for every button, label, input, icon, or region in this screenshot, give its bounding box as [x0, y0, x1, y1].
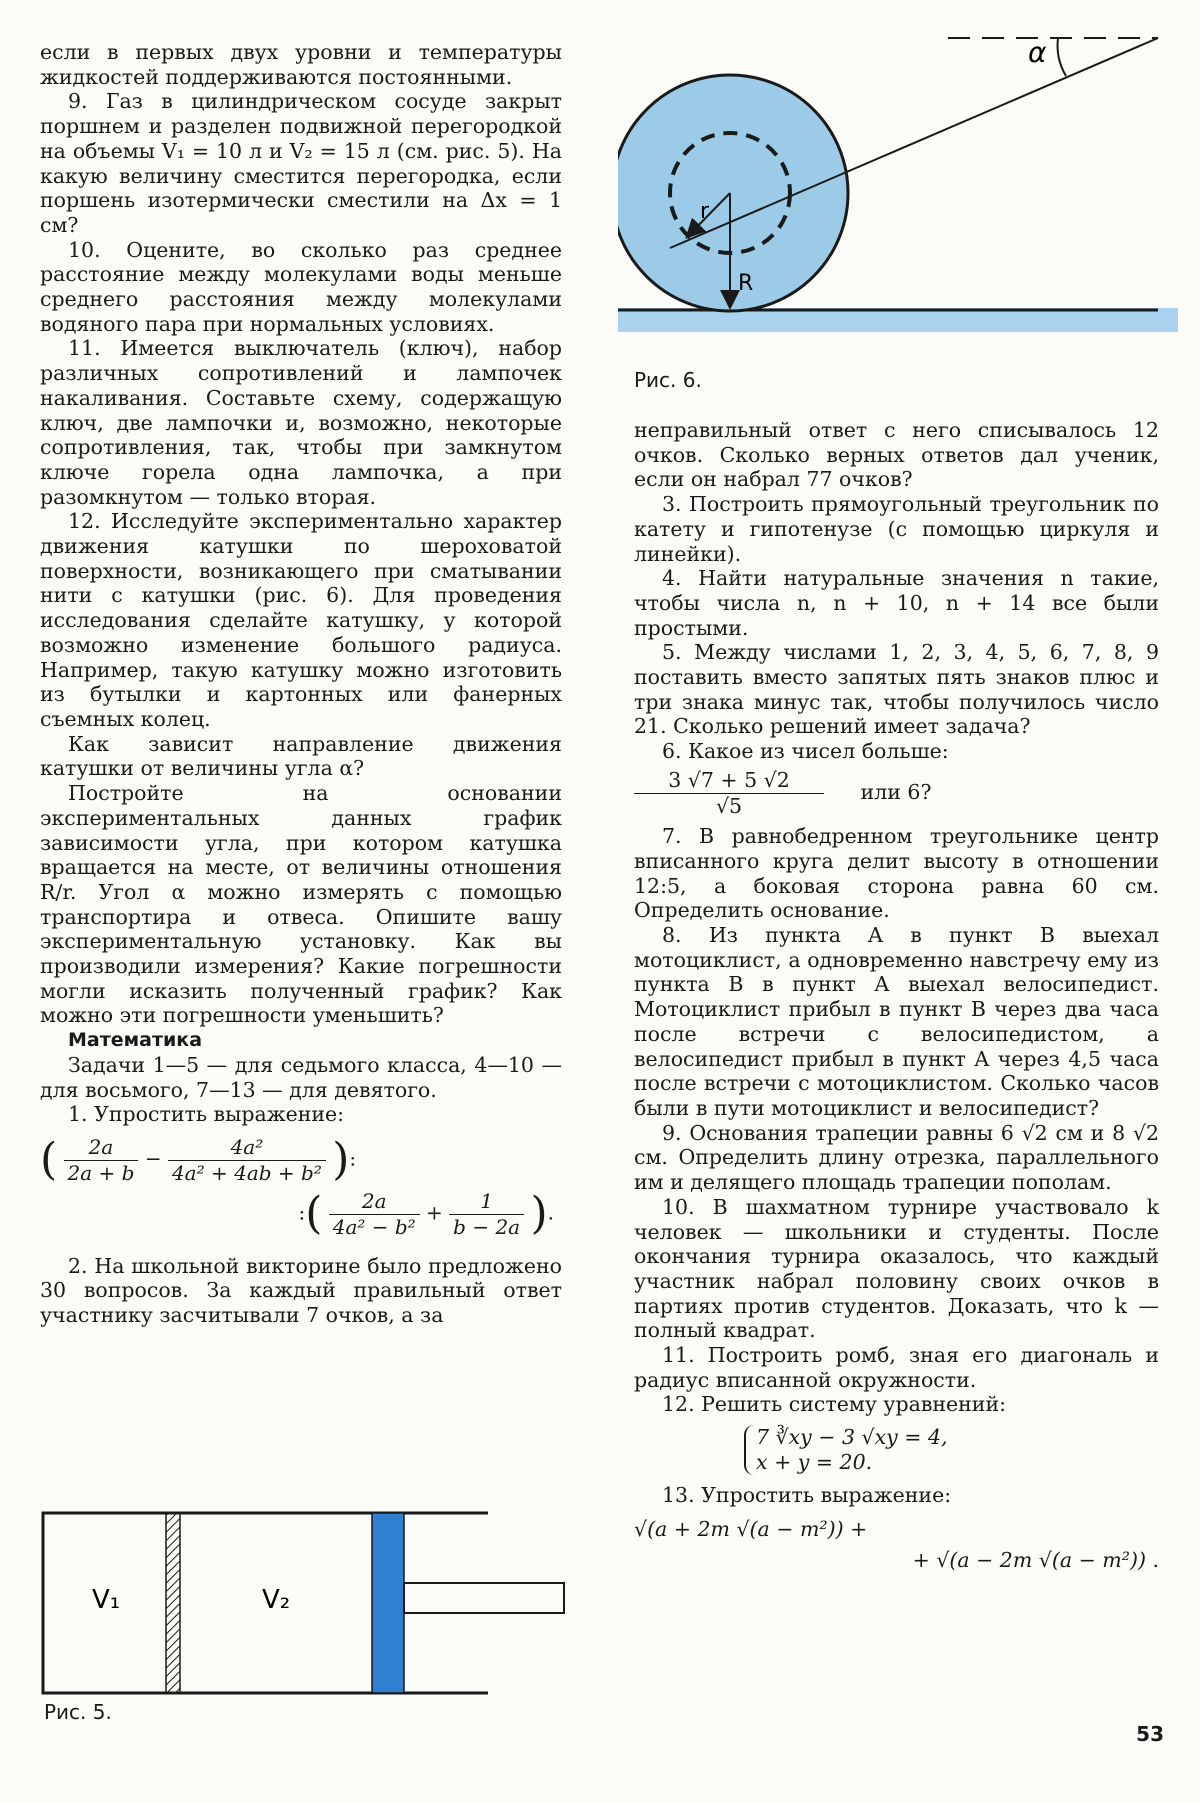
problem-9: 9. Газ в цилиндрическом сосуде закрыт поршнем и разделен подвижной перегородкой на объемы V₁ = 10 л и V₂ = 15 л (см. рис. 5). На какую величину сместится перегородка, если поршень изотермически сместили на Δx = 1 см? [40, 89, 562, 237]
frac-denominator: √5 [715, 793, 743, 818]
comparison-text: или 6? [860, 779, 932, 804]
frac-denominator: b − 2a [453, 1215, 521, 1240]
label-v2: V₂ [262, 1585, 291, 1615]
frac-numerator: 2a [64, 1135, 139, 1161]
math-problem-7: 7. В равнобедренном треугольнике центр вписанного круга делит высоту в отношении 12:5, а боковая сторона равна 60 см. Определить основание. [634, 824, 1159, 923]
label-alpha: α [1028, 36, 1047, 69]
math-problem-11: 11. Построить ромб, зная его диагональ и радиус вписанной окружности. [634, 1343, 1159, 1392]
figure-5-caption: Рис. 5. [44, 1700, 112, 1724]
paragraph: если в первых двух уровни и температуры жидкостей поддерживаются постоянными. [40, 40, 562, 89]
piston-rod [404, 1583, 564, 1613]
equation-system [744, 1425, 1159, 1474]
figure-6-caption: Рис. 6. [634, 368, 702, 392]
label-v1: V₁ [92, 1585, 121, 1615]
frac-denominator: 2a + b [67, 1160, 135, 1185]
paragraph: Постройте на основании экспериментальных данных график зависимости угла, при котором катушка вращается на месте, от величины отношения R/r. Угол α можно измерять с помощью транспортира и отвеса. Опишите вашу экспериментальную установку. Как вы производили измерения? Какие погрешности могли исказить полученный график? Как можно эти погрешности уменьшить? [40, 781, 562, 1028]
formula-13-line-1: √(a + 2m √(a − m²)) + [634, 1517, 868, 1542]
piston [372, 1513, 404, 1693]
math-problem-1: 1. Упростить выражение: [68, 1102, 345, 1127]
math-problem-3: 3. Построить прямоугольный треугольник по катету и гипотенузе (с помощью циркуля и линейки). [634, 492, 1159, 566]
movable-partition [166, 1513, 180, 1693]
paragraph: Задачи 1—5 — для седьмого класса, 4—10 — для восьмого, 7—13 — для девятого. [40, 1052, 562, 1102]
math-problem-8: 8. Из пункта A в пункт B выехал мотоциклист, а одновременно навстречу ему из пункта B в пункт A выехал велосипедист. Мотоциклист прибыл в пункт B через два часа после встречи с велосипедистом, а велосипедист прибыл в пункт A через 4,5 часа после встречи с мотоциклистом. Сколько часов были в пути мотоциклист и велосипедист? [634, 923, 1159, 1120]
frac-numerator: 4a² [168, 1135, 326, 1161]
formula-13-line-2: + √(a − 2m √(a − m²)) . [912, 1547, 1159, 1572]
figure-5-cylinder-diagram [40, 1505, 570, 1705]
figure-6-spool-diagram [618, 18, 1178, 348]
frac-numerator: 3 √7 + 5 √2 [634, 768, 824, 794]
ground-surface [618, 308, 1178, 332]
section-heading: Математика [68, 1029, 203, 1052]
left-column [40, 40, 562, 1328]
math-problem-6: 6. Какое из чисел больше: [662, 739, 949, 764]
formula-1-line-1: ( $\frac{2a}{2a + b}$ − $\frac{\text{4a²}}{\text{4a² + 4ab + b²}}$ ): [40, 1133, 357, 1185]
frac-numerator: 1 [449, 1189, 524, 1215]
colon: : [298, 1201, 306, 1226]
frac-denominator: 4a² − b² [332, 1215, 416, 1240]
right-column [634, 418, 1159, 1573]
frac-numerator: 2a [329, 1189, 420, 1215]
period: . [547, 1201, 554, 1226]
formula-6 [634, 768, 1159, 818]
angle-arc [1058, 38, 1066, 76]
math-problem-4: 4. Найти натуральные значения n такие, чтобы числа n, n + 10, n + 14 все были простыми. [634, 566, 1159, 640]
colon: : [349, 1146, 357, 1171]
problem-11: 11. Имеется выключатель (ключ), набор различных сопротивлений и лампочек накаливания. Составьте схему, содержащую ключ, две лампочки и, возможно, некоторые сопротивления, так, чтобы при замкнутом ключе горела одна лампочка, а при разомкнутом — только вторая. [40, 336, 562, 509]
math-problem-13: 13. Упростить выражение: [662, 1482, 952, 1507]
math-problem-9: 9. Основания трапеции равны 6 √2 см и 8 √2 см. Определить длину отрезка, параллельного им и делящего площадь трапеции пополам. [634, 1120, 1159, 1195]
label-r: r [700, 199, 710, 224]
math-problem-5: 5. Между числами 1, 2, 3, 4, 5, 6, 7, 8, 9 поставить вместо запятых пять знаков плюс и три знака минус так, чтобы получилось число 21. Сколько решений имеет задача? [634, 640, 1159, 739]
math-problem-10: 10. В шахматном турнире участвовало k человек — школьники и студенты. После окончания турнира оказалось, что каждый участник набрал половину своих очков в партиях против студентов. Доказать, что k — полный квадрат. [634, 1194, 1159, 1343]
problem-12: 12. Исследуйте экспериментально характер движения катушки по шероховатой поверхности, возникающего при сматывании нити с катушки (рис. 6). Для проведения исследования сделайте катушку, у которой возможно изменение большого радиуса. Например, такую катушку можно изготовить из бутылки и картонных или фанерных съемных колец. [40, 509, 562, 731]
equation-1: 7 ∛xy − 3 √xy = 4, [756, 1425, 948, 1450]
paragraph: Как зависит направление движения катушки от величины угла α? [40, 731, 562, 781]
frac-denominator: 4a² + 4ab + b² [171, 1160, 322, 1185]
plus-sign: + [426, 1201, 443, 1226]
minus-sign: − [144, 1146, 162, 1171]
math-problem-12: 12. Решить систему уравнений: [662, 1392, 1007, 1417]
formula-1-line-2: :( $\frac{2a}{\text{4a² − b²}}$ + $\frac{1}{b - 2a}$ ). [298, 1188, 554, 1240]
equation-2: x + y = 20. [756, 1449, 873, 1474]
label-R: R [738, 271, 754, 296]
page-number: 53 [1136, 1722, 1164, 1746]
paragraph: неправильный ответ с него списывалось 12 очков. Сколько верных ответов дал ученик, если он набрал 77 очков? [634, 418, 1159, 492]
problem-10: 10. Оцените, во сколько раз среднее расстояние между молекулами воды меньше среднего расстояния между молекулами водяного пара при нормальных условиях. [40, 237, 562, 336]
spool-outer-circle [618, 75, 848, 311]
math-problem-2: 2. На школьной викторине было предложено 30 вопросов. За каждый правильный ответ участнику засчитывали 7 очков, а за [40, 1253, 562, 1328]
